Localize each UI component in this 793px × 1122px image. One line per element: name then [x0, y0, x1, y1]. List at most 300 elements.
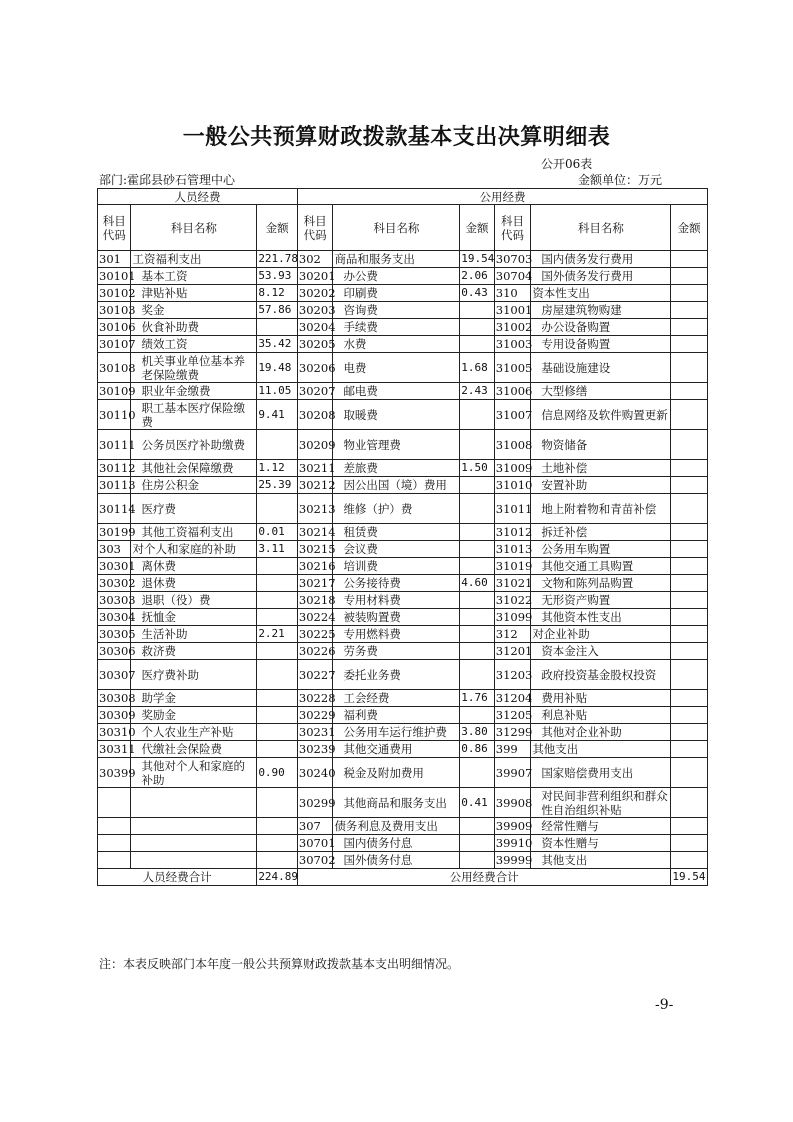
personnel-item: 基本工资 [131, 268, 257, 285]
public-item: 安置补助 [531, 477, 671, 494]
public-item: 国内债务付息 [333, 835, 460, 852]
public-code: 30226 [298, 644, 336, 658]
public-item: 专用设备购置 [531, 336, 671, 353]
public-item: 其他对企业补助 [531, 724, 671, 741]
public-code: 31011 [494, 494, 531, 524]
public-code: 30211 [298, 461, 336, 475]
public-amount: 1.76 [460, 690, 495, 707]
public-item: 其他交通费用 [333, 741, 460, 758]
table-row [98, 285, 708, 302]
public-code: 31007 [494, 400, 531, 430]
personnel-item: 机关事业单位基本养老保险缴费 [131, 353, 257, 383]
personnel-item: 伙食补助费 [131, 319, 257, 336]
public-code: 39910 [495, 836, 533, 850]
table-row [98, 835, 708, 852]
personnel-item: 生活补助 [131, 626, 257, 643]
personnel-amount [257, 592, 298, 609]
public-amount [671, 609, 708, 626]
personnel-code [98, 788, 131, 818]
public-item: 大型修缮 [531, 383, 671, 400]
personnel-total-label: 人员经费合计 [98, 869, 257, 886]
table-row [98, 724, 708, 741]
personnel-code: 30309 [99, 708, 136, 722]
personnel-code: 30106 [99, 320, 136, 334]
public-item: 手续费 [333, 319, 460, 336]
public-item: 国外债务付息 [333, 852, 460, 869]
public-amount [460, 626, 495, 643]
public-amount [460, 541, 495, 558]
personnel-code: 30306 [99, 644, 136, 658]
public-item: 商品和服务支出 [333, 251, 460, 268]
public-item: 培训费 [333, 558, 460, 575]
public-item: 差旅费 [333, 460, 460, 477]
public-amount [671, 592, 708, 609]
public-amount [671, 643, 708, 660]
public-amount [671, 852, 708, 869]
public-amount [460, 707, 495, 724]
table-row [98, 741, 708, 758]
public-code: 310 [494, 285, 531, 302]
col-name-header: 科目名称 [333, 205, 460, 251]
public-amount [671, 336, 708, 353]
personnel-item: 绩效工资 [131, 336, 257, 353]
personnel-amount [257, 430, 298, 460]
public-amount [460, 477, 495, 494]
public-code: 30229 [298, 708, 336, 722]
personnel-code: 301 [98, 251, 131, 268]
personnel-code: 303 [98, 541, 131, 558]
table-row [98, 494, 708, 524]
public-code: 30702 [298, 853, 336, 867]
public-item: 资本性支出 [531, 285, 671, 302]
public-amount [460, 400, 495, 430]
public-code: 30224 [298, 610, 336, 624]
public-item: 资本金注入 [531, 643, 671, 660]
public-item: 税金及附加费用 [333, 758, 460, 788]
public-item: 物资储备 [531, 430, 671, 460]
public-code: 30225 [298, 627, 336, 641]
table-row [98, 268, 708, 285]
personnel-code: 30109 [99, 384, 136, 398]
public-item: 费用补贴 [531, 690, 671, 707]
public-item: 因公出国（境）费用 [333, 477, 460, 494]
public-amount [460, 609, 495, 626]
public-item: 印刷费 [333, 285, 460, 302]
personnel-code: 30111 [98, 430, 131, 460]
public-amount: 1.68 [460, 353, 495, 383]
personnel-amount: 8.12 [257, 285, 298, 302]
public-amount [460, 558, 495, 575]
public-item: 对企业补助 [531, 626, 671, 643]
public-amount [671, 788, 708, 818]
personnel-amount: 2.21 [257, 626, 298, 643]
public-code: 30218 [298, 593, 336, 607]
personnel-code: 30103 [99, 303, 136, 317]
table-row [98, 477, 708, 494]
public-item: 公务用车购置 [531, 541, 671, 558]
table-row [98, 758, 708, 788]
public-item: 福利费 [333, 707, 460, 724]
personnel-amount: 11.05 [257, 383, 298, 400]
public-item: 对民间非营利组织和群众性自治组织补贴 [531, 788, 671, 818]
personnel-code: 30101 [99, 269, 136, 283]
public-amount [460, 818, 495, 835]
table-row [98, 626, 708, 643]
public-item: 土地补偿 [531, 460, 671, 477]
personnel-code: 30310 [99, 725, 136, 739]
public-item: 文物和陈列品购置 [531, 575, 671, 592]
public-amount: 19.54 [460, 251, 495, 268]
public-code: 31203 [494, 660, 531, 690]
personnel-item: 住房公积金 [131, 477, 257, 494]
personnel-amount [257, 707, 298, 724]
personnel-header: 人员经费 [98, 189, 298, 205]
table-row [98, 383, 708, 400]
public-code: 30201 [298, 269, 336, 283]
public-item: 其他交通工具购置 [531, 558, 671, 575]
public-amount: 2.43 [460, 383, 495, 400]
personnel-amount [257, 558, 298, 575]
public-code: 31001 [495, 303, 533, 317]
table-row [98, 302, 708, 319]
public-amount [671, 353, 708, 383]
public-amount: 2.06 [460, 268, 495, 285]
personnel-item [131, 852, 257, 869]
public-item: 维修（护）费 [333, 494, 460, 524]
table-code: 公开06表 [541, 157, 593, 171]
public-amount [460, 336, 495, 353]
col-amount-header: 金额 [460, 205, 495, 251]
public-amount [671, 690, 708, 707]
public-item: 政府投资基金股权投资 [531, 660, 671, 690]
public-code: 31299 [495, 725, 533, 739]
personnel-item: 助学金 [131, 690, 257, 707]
public-item: 取暖费 [333, 400, 460, 430]
public-item: 国内债务发行费用 [531, 251, 671, 268]
public-code: 31006 [495, 384, 533, 398]
personnel-item [131, 835, 257, 852]
personnel-amount [257, 609, 298, 626]
public-amount: 3.80 [460, 724, 495, 741]
personnel-item: 其他工资福利支出 [131, 524, 257, 541]
public-amount: 0.43 [460, 285, 495, 302]
table-row [98, 592, 708, 609]
personnel-item: 医疗费 [131, 494, 257, 524]
table-row [98, 660, 708, 690]
public-amount: 4.60 [460, 575, 495, 592]
public-code: 30704 [495, 269, 533, 283]
personnel-item: 离休费 [131, 558, 257, 575]
personnel-code: 30199 [99, 525, 136, 539]
personnel-amount [257, 852, 298, 869]
table-row [98, 430, 708, 460]
personnel-amount [257, 724, 298, 741]
personnel-code: 30311 [99, 742, 136, 756]
personnel-code [98, 835, 131, 852]
personnel-amount [257, 660, 298, 690]
personnel-amount [257, 788, 298, 818]
personnel-item: 退职（役）费 [131, 592, 257, 609]
public-item: 委托业务费 [333, 660, 460, 690]
table-row [98, 460, 708, 477]
personnel-item: 其他社会保障缴费 [131, 460, 257, 477]
public-item: 经常性赠与 [531, 818, 671, 835]
personnel-code: 30113 [99, 478, 136, 492]
public-amount [671, 460, 708, 477]
public-item: 专用燃料费 [333, 626, 460, 643]
public-amount [671, 758, 708, 788]
personnel-item: 退休费 [131, 575, 257, 592]
public-code: 31022 [495, 593, 533, 607]
personnel-code [98, 818, 131, 835]
personnel-item: 职工基本医疗保险缴费 [131, 400, 257, 430]
public-amount [460, 302, 495, 319]
public-code: 30206 [297, 353, 333, 383]
personnel-item: 代缴社会保险费 [131, 741, 257, 758]
public-item: 工会经费 [333, 690, 460, 707]
public-amount [460, 660, 495, 690]
public-code: 307 [297, 818, 333, 835]
personnel-amount [257, 835, 298, 852]
personnel-item: 职业年金缴费 [131, 383, 257, 400]
public-item: 专用材料费 [333, 592, 460, 609]
personnel-amount: 3.11 [257, 541, 298, 558]
personnel-amount [257, 690, 298, 707]
public-amount [460, 758, 495, 788]
personnel-item: 工资福利支出 [131, 251, 257, 268]
public-amount [671, 626, 708, 643]
personnel-amount: 0.90 [257, 758, 298, 788]
public-code: 30202 [298, 286, 336, 300]
personnel-code [98, 852, 131, 869]
public-code: 30203 [298, 303, 336, 317]
personnel-code: 30112 [99, 461, 136, 475]
personnel-code: 30305 [99, 627, 136, 641]
personnel-amount: 25.39 [257, 477, 298, 494]
table-row [98, 609, 708, 626]
personnel-amount [257, 494, 298, 524]
public-amount [671, 835, 708, 852]
public-amount [460, 643, 495, 660]
public-item: 邮电费 [333, 383, 460, 400]
personnel-item: 救济费 [131, 643, 257, 660]
public-code: 30207 [298, 384, 336, 398]
personnel-item: 奖金 [131, 302, 257, 319]
public-total-value: 19.54 [671, 869, 708, 886]
public-code: 31003 [495, 337, 533, 351]
personnel-item [131, 788, 257, 818]
personnel-amount [257, 741, 298, 758]
public-amount [671, 285, 708, 302]
personnel-code: 30304 [99, 610, 136, 624]
public-item: 咨询费 [333, 302, 460, 319]
public-item: 其他资本性支出 [531, 609, 671, 626]
personnel-code: 30107 [99, 337, 136, 351]
public-item: 被装购置费 [333, 609, 460, 626]
public-item: 国家赔偿费用支出 [531, 758, 671, 788]
table-row [98, 353, 708, 383]
public-code: 30204 [298, 320, 336, 334]
footnote: 注：本表反映部门本年度一般公共预算财政拨款基本支出明细情况。 [99, 957, 460, 971]
personnel-total-value: 224.89 [257, 869, 298, 886]
public-amount [671, 302, 708, 319]
public-code: 302 [297, 251, 333, 268]
personnel-amount [257, 575, 298, 592]
expenditure-detail-table [97, 188, 708, 886]
public-item: 资本性赠与 [531, 835, 671, 852]
public-code: 30701 [298, 836, 336, 850]
public-code: 30214 [298, 525, 336, 539]
table-row [98, 575, 708, 592]
public-amount [671, 818, 708, 835]
department-label: 部门:霍邱县砂石管理中心 [99, 173, 236, 187]
col-code-header: 科目代码 [297, 205, 333, 251]
public-item: 地上附着物和青苗补偿 [531, 494, 671, 524]
public-code: 39908 [494, 788, 531, 818]
public-amount [460, 524, 495, 541]
public-amount [460, 494, 495, 524]
public-code: 30209 [297, 430, 333, 460]
public-item: 公务接待费 [333, 575, 460, 592]
public-header: 公用经费 [297, 189, 707, 205]
public-code: 30216 [298, 559, 336, 573]
table-row [98, 707, 708, 724]
public-item: 办公费 [333, 268, 460, 285]
personnel-amount: 57.86 [257, 302, 298, 319]
public-item: 物业管理费 [333, 430, 460, 460]
personnel-item: 奖励金 [131, 707, 257, 724]
public-code: 30205 [298, 337, 336, 351]
personnel-code: 30114 [98, 494, 131, 524]
table-row [98, 319, 708, 336]
public-code: 31002 [495, 320, 533, 334]
public-code: 31008 [494, 430, 531, 460]
public-item: 租赁费 [333, 524, 460, 541]
public-code: 39909 [495, 819, 533, 833]
public-amount [671, 251, 708, 268]
public-amount [671, 430, 708, 460]
page-title: 一般公共预算财政拨款基本支出决算明细表 [182, 124, 611, 150]
public-code: 39907 [494, 758, 531, 788]
public-code: 31013 [495, 542, 533, 556]
public-amount: 0.86 [460, 741, 495, 758]
table-row [98, 541, 708, 558]
public-code: 31010 [495, 478, 533, 492]
public-amount [671, 319, 708, 336]
personnel-amount: 35.42 [257, 336, 298, 353]
public-code: 30703 [495, 252, 533, 266]
public-code: 30240 [297, 758, 333, 788]
public-code: 31012 [495, 525, 533, 539]
public-code: 30208 [297, 400, 333, 430]
public-item: 债务利息及费用支出 [333, 818, 460, 835]
public-item: 水费 [333, 336, 460, 353]
public-code: 30239 [298, 742, 336, 756]
public-amount [460, 852, 495, 869]
personnel-code: 30110 [98, 400, 131, 430]
col-code-header: 科目代码 [98, 205, 131, 251]
public-item: 国外债务发行费用 [531, 268, 671, 285]
personnel-amount: 0.01 [257, 524, 298, 541]
public-code: 30227 [297, 660, 333, 690]
public-code: 30213 [297, 494, 333, 524]
public-item: 其他支出 [531, 741, 671, 758]
public-amount [671, 575, 708, 592]
public-amount [671, 477, 708, 494]
personnel-amount: 53.93 [257, 268, 298, 285]
public-code: 31205 [495, 708, 533, 722]
personnel-amount: 1.12 [257, 460, 298, 477]
personnel-code: 30108 [98, 353, 131, 383]
personnel-amount [257, 643, 298, 660]
personnel-item: 个人农业生产补贴 [131, 724, 257, 741]
public-code: 30217 [298, 576, 336, 590]
personnel-amount [257, 818, 298, 835]
public-code: 31204 [495, 691, 533, 705]
personnel-item [131, 818, 257, 835]
public-amount: 0.41 [460, 788, 495, 818]
personnel-code: 30303 [99, 593, 136, 607]
public-item: 会议费 [333, 541, 460, 558]
table-row [98, 690, 708, 707]
public-code: 31201 [495, 644, 533, 658]
public-amount [671, 524, 708, 541]
personnel-item: 医疗费补助 [131, 660, 257, 690]
public-amount [460, 835, 495, 852]
personnel-item: 对个人和家庭的补助 [131, 541, 257, 558]
public-amount [671, 400, 708, 430]
col-code-header: 科目代码 [494, 205, 531, 251]
public-item: 信息网络及软件购置更新 [531, 400, 671, 430]
col-name-header: 科目名称 [131, 205, 257, 251]
public-amount [671, 741, 708, 758]
personnel-amount: 19.48 [257, 353, 298, 383]
table-row [98, 400, 708, 430]
public-code: 399 [494, 741, 531, 758]
personnel-code: 30301 [99, 559, 136, 573]
public-code: 31099 [495, 610, 533, 624]
table-row [98, 643, 708, 660]
public-item: 无形资产购置 [531, 592, 671, 609]
public-code: 30299 [297, 788, 333, 818]
public-item: 房屋建筑物购建 [531, 302, 671, 319]
public-amount [671, 541, 708, 558]
col-name-header: 科目名称 [531, 205, 671, 251]
personnel-code: 30399 [98, 758, 131, 788]
public-item: 电费 [333, 353, 460, 383]
public-amount [671, 268, 708, 285]
public-item: 办公设备购置 [531, 319, 671, 336]
public-item: 其他商品和服务支出 [333, 788, 460, 818]
public-amount [460, 319, 495, 336]
public-code: 30215 [298, 542, 336, 556]
table-row [98, 852, 708, 869]
public-amount: 1.50 [460, 460, 495, 477]
personnel-amount: 9.41 [257, 400, 298, 430]
public-item: 基础设施建设 [531, 353, 671, 383]
public-item: 利息补贴 [531, 707, 671, 724]
table-row [98, 251, 708, 268]
public-amount [671, 660, 708, 690]
public-item: 劳务费 [333, 643, 460, 660]
table-row [98, 558, 708, 575]
table-row [98, 788, 708, 818]
personnel-code: 30302 [99, 576, 136, 590]
public-code: 31009 [495, 461, 533, 475]
col-amount-header: 金额 [257, 205, 298, 251]
public-code: 30212 [298, 478, 336, 492]
public-total-label: 公用经费合计 [297, 869, 670, 886]
